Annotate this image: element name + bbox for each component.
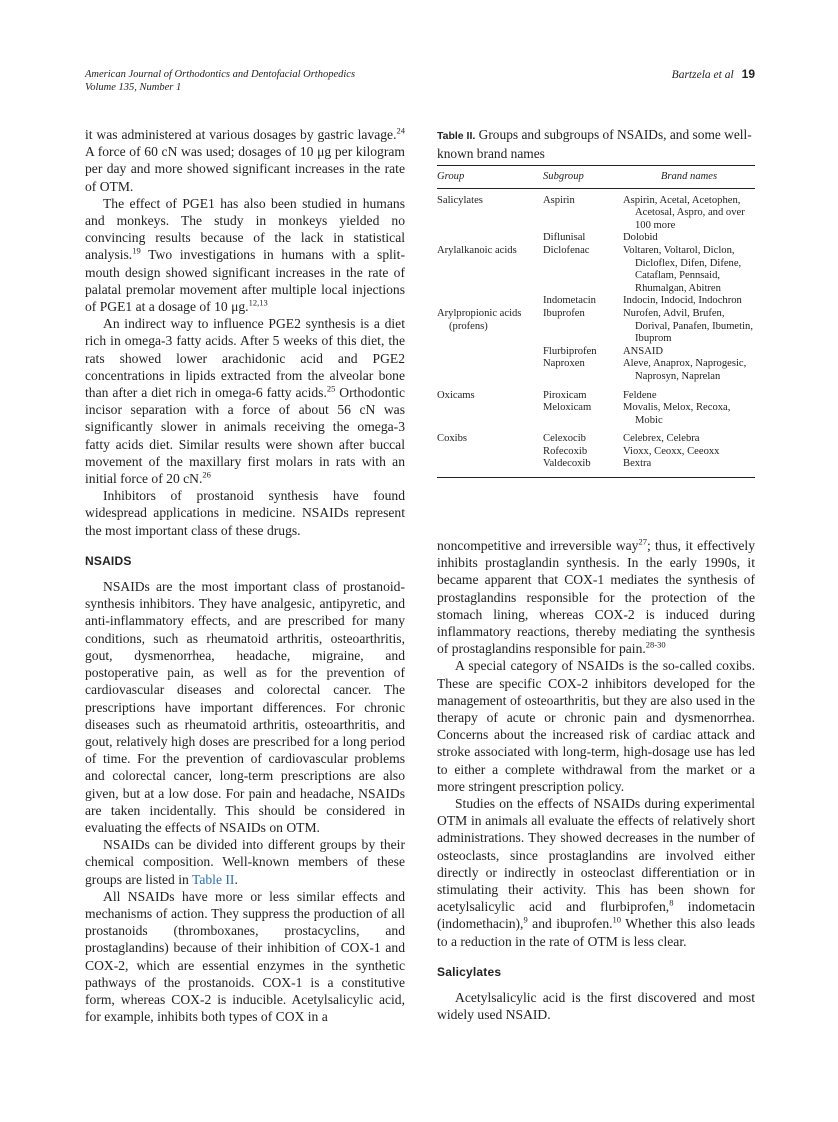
left-column	[85, 126, 405, 1025]
journal-title: American Journal of Orthodontics and Dentofacial Orthopedics	[85, 69, 356, 80]
citation[interactable]: 28-30	[645, 639, 666, 650]
paragraph: Acetylsalicylic acid is the first discovered and most widely used NSAID.	[437, 990, 755, 1023]
table-row: Arylpropionic acids (profens) Ibuprofen Nurofen, Advil, Brufen, Dorival, Panafen, Ibumetin, Ibuprom	[437, 307, 753, 345]
table-row: Valdecoxib Bextra	[543, 458, 652, 470]
paragraph: An indirect way to influence PGE2 synthesis is a diet rich in omega-3 fatty acids. After 5 weeks of this diet, the rats showed lower arachidonic acid and PGE2 concentrations in lipids extracted from the alveolar bone than after a diet rich in omega-6 fatty acids.$^{25}$ Orthodontic incisor separation with a force of about 56 cN was significantly slower in animals receiving the omega-3 fatty acids diet. Similar results were shown after buccal movement of the maxillary first molars in rats with an initial force of 20 cN.$^{26}$	[85, 316, 405, 487]
right-column	[437, 537, 755, 1023]
paragraph: The effect of PGE1 has also been studied in humans and monkeys. The study in monkeys yielded no convincing results because of the lack in statistical analysis.$^{19}$ Two investigations in humans with a split-mouth design showed significant increases in the rate of palatal premolar movement after multiple local injections of PGE1 at a dosage of 10 μg.$^{12,13}$	[85, 195, 405, 315]
table-row: Coxibs Celexocib Celebrex, Celebra	[437, 433, 700, 445]
citation[interactable]: 26	[202, 469, 211, 480]
paragraph: Inhibitors of prostanoid synthesis have found widespread applications in medicine. NSAIDs represent the most important class of these drugs.	[85, 488, 405, 538]
paragraph: NSAIDs are the most important class of prostanoid-synthesis inhibitors. They have analgesic, antipyretic, and anti-inflammatory effects, and are prescribed for many conditions, such as rheumatoid arthritis, osteoarthritis, gout, dysmenorrhea, headache, migraine, and postoperative pain, as well as for the prevention of cardiovascular diseases and colorectal cancer. The prescriptions have important differences. For chronic diseases such as rheumatoid arthritis, osteoarthritis, and gout, relatively high doses are prescribed for a long period of time. For the prevention of cardiovascular problems and colorectal cancer, long-term prescriptions are also given, but at a low dose. For pain and headache, NSAIDs are taken incidentally. This should be considered in evaluating the effects of NSAIDs on OTM.	[85, 579, 405, 835]
table-row: Arylalkanoic acids Diclofenac Voltaren, Voltarol, Diclon, Dicloflex, Difen, Difene, Cataflam, Pennsaid, Rhumalgan, Abitren	[437, 244, 742, 294]
table-row: Oxicams Piroxicam Feldene	[437, 389, 657, 401]
paragraph: NSAIDs can be divided into different groups by their chemical composition. Well-known members of these groups are listed in Table II.	[85, 837, 405, 887]
section-heading-salicylates: Salicylates	[437, 964, 502, 979]
table-row: Naproxen Aleve, Anaprox, Naprogesic, Naprosyn, Naprelan	[543, 358, 747, 382]
table-ii	[437, 126, 755, 478]
citation[interactable]: 19	[132, 245, 141, 256]
paragraph: A special category of NSAIDs is the so-called coxibs. These are specific COX-2 inhibitors developed for the management of osteoarthritis, but they are also used in the therapy of acute or chronic pain and dysmenorrhea. Concerns about the increased risk of cardiac attack and stroke associated with long-term, high-dosage use has led to either a complete withdrawal from the market or a more stringent prescription policy.	[437, 658, 755, 794]
table-row: Flurbiprofen ANSAID	[543, 345, 664, 357]
column-header: Group	[437, 166, 543, 189]
nsaid-table	[437, 165, 755, 478]
table-row: Rofecoxib Vioxx, Ceoxx, Ceeoxx	[543, 445, 720, 457]
table-row: Indometacin Indocin, Indocid, Indochron	[543, 295, 742, 307]
paragraph: All NSAIDs have more or less similar effects and mechanisms of action. They suppress the production of all prostanoids (thromboxanes, prostacyclins, and prostaglandins) because of their inhibition of COX-1 and COX-2, which are essential enzymes in the synthetic pathways of the prostanoids. COX-1 is a constitutive form, whereas COX-2 is inducible. Acetylsalicylic acid, for example, inhibits both types of COX in a	[85, 888, 405, 1025]
table-row: Salicylates Aspirin Aspirin, Acetal, Acetophen, Acetosal, Aspro, and over 100 more	[437, 194, 745, 231]
author-line: Bartzela et al	[671, 69, 734, 81]
journal-volume: Volume 135, Number 1	[85, 82, 182, 93]
running-header	[85, 68, 755, 94]
paragraph: it was administered at various dosages by gastric lavage.$^{24}$ A force of 60 cN was used; dosages of 10 μg per kilogram per day and more showed significant increases in the rate of OTM.	[85, 125, 405, 194]
citation[interactable]: 25	[326, 383, 336, 394]
citation[interactable]: 8	[669, 897, 674, 908]
citation[interactable]: 10	[612, 914, 622, 925]
table-link[interactable]: Table II	[191, 871, 235, 887]
section-heading-nsaids: NSAIDS	[85, 553, 132, 568]
page-number: 19	[741, 67, 755, 81]
table-row: Diflunisal Dolobid	[543, 232, 658, 244]
column-header: Subgroup	[543, 166, 623, 189]
citation[interactable]: 24	[396, 125, 405, 136]
citation[interactable]: 9	[523, 914, 528, 925]
column-header: Brand names	[623, 166, 755, 189]
paragraph: Studies on the effects of NSAIDs during experimental OTM in animals all evaluate the effects of relatively short administrations. They showed decreases in the number of osteoclasts, since prostaglandins are involved either directly or indirectly in osteoclast differentiation or in stimulating their activity. This has been shown for acetylsalicylic acid and flurbiprofen,$^8$ indometacin (indomethacin),$^9$ and ibuprofen.$^{10}$ Whether this also leads to a reduction in the rate of OTM is less clear.	[437, 796, 755, 949]
table-caption: Table II. Groups and subgroups of NSAIDs, and some well-known brand names	[437, 127, 752, 161]
citation[interactable]: 12,13	[248, 297, 268, 308]
citation[interactable]: 27	[638, 536, 647, 547]
table-row: Meloxicam Movalis, Melox, Recoxa, Mobic	[543, 402, 731, 426]
header-right	[672, 68, 755, 82]
paragraph: noncompetitive and irreversible way$^{27}$; thus, it effectively inhibits prostaglandin synthesis. In the early 1990s, it became apparent that COX-1 mediates the synthesis of prostaglandins responsible for the protection of the stomach lining, whereas COX-2 is induced during inflammatory reactions, thereby mediating the synthesis of prostaglandins responsible for pain.$^{28-30}$	[437, 536, 755, 657]
